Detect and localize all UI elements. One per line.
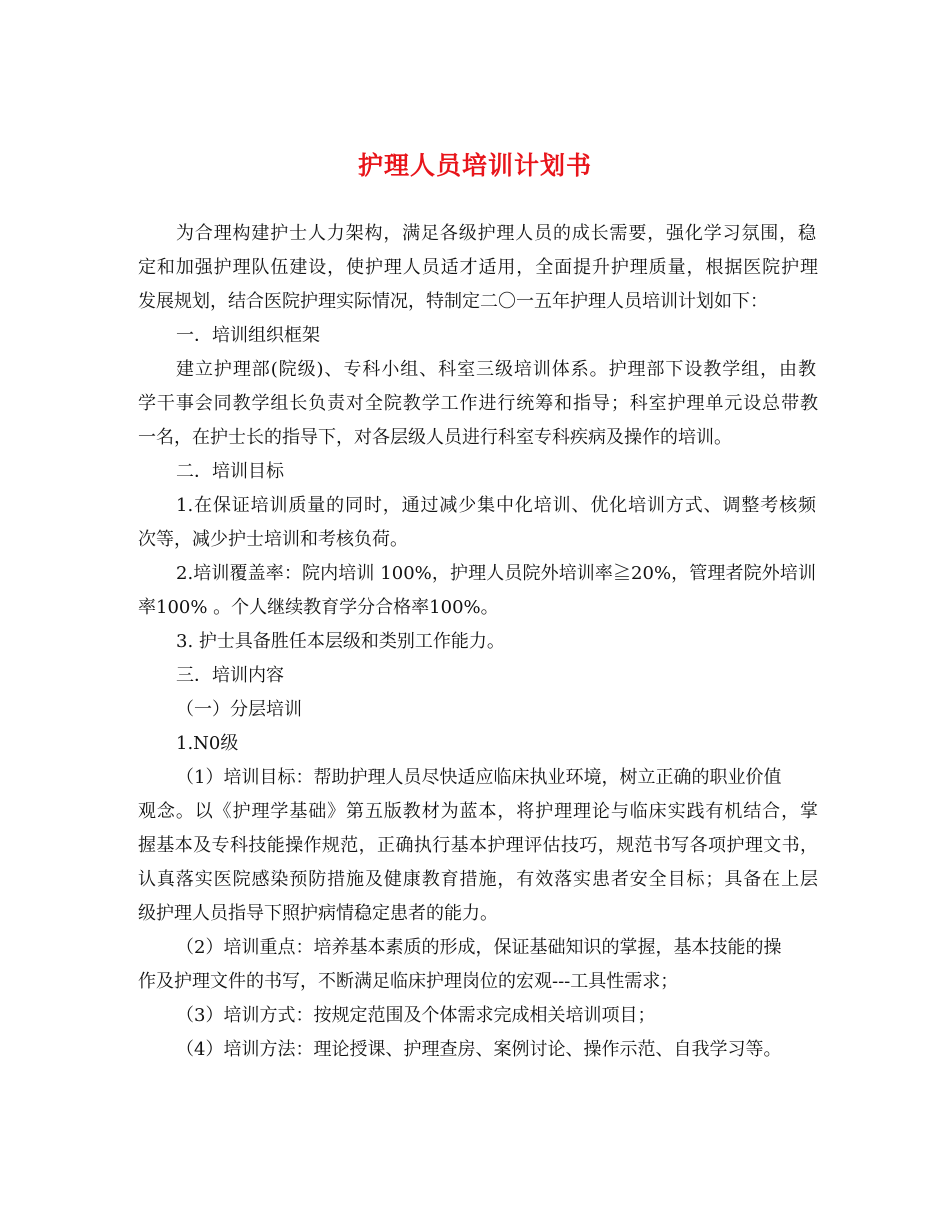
- paragraph-line: 作及护理文件的书写，不断满足临床护理岗位的宏观---工具性需求；: [138, 971, 679, 992]
- paragraph-line: 次等，减少护士培训和考核负荷。: [138, 529, 408, 550]
- paragraph-line: （2）培训重点：培养基本素质的形成，保证基础知识的掌握，基本技能的操: [176, 937, 782, 958]
- paragraph-line: 观念。以《护理学基础》第五版教材为蓝本，将护理理论与临床实践有机结合，掌: [138, 801, 818, 822]
- subsection-heading: 1.N0级: [176, 733, 239, 754]
- section-heading: 一．培训组织框架: [176, 325, 320, 346]
- paragraph-line: 定和加强护理队伍建设，使护理人员适才适用，全面提升护理质量，根据医院护理: [138, 257, 818, 278]
- section-heading: 二．培训目标: [176, 461, 284, 482]
- subsection-heading: （一）分层培训: [176, 699, 302, 720]
- paragraph-line: 一名，在护士长的指导下，对各层级人员进行科室专科疾病及操作的培训。: [138, 427, 732, 448]
- paragraph-line: 级护理人员指导下照护病情稳定患者的能力。: [138, 903, 498, 924]
- paragraph-line: 学干事会同教学组长负责对全院教学工作进行统筹和指导；科室护理单元设总带教: [138, 393, 818, 414]
- document-title: 护理人员培训计划书: [357, 151, 592, 180]
- paragraph-line: 建立护理部(院级)、专科小组、科室三级培训体系。护理部下设教学组，由教: [176, 359, 816, 380]
- paragraph-line: 认真落实医院感染预防措施及健康教育措施，有效落实患者安全目标；具备在上层: [138, 869, 818, 890]
- paragraph-line: （4）培训方法：理论授课、护理查房、案例讨论、操作示范、自我学习等。: [176, 1039, 782, 1060]
- paragraph-line: 3. 护士具备胜任本层级和类别工作能力。: [176, 631, 505, 652]
- paragraph-line: 为合理构建护士人力架构，满足各级护理人员的成长需要，强化学习氛围，稳: [176, 223, 816, 244]
- paragraph-line: 1.在保证培训质量的同时，通过减少集中化培训、优化培训方式、调整考核频: [176, 495, 816, 516]
- paragraph-line: （3）培训方式：按规定范围及个体需求完成相关培训项目；: [176, 1005, 656, 1026]
- paragraph-line: 握基本及专科技能操作规范，正确执行基本护理评估技巧，规范书写各项护理文书，: [138, 835, 818, 856]
- paragraph-line: （1）培训目标：帮助护理人员尽快适应临床执业环境，树立正确的职业价值: [176, 767, 782, 788]
- paragraph-line: 率100% 。个人继续教育学分合格率100%。: [138, 597, 499, 618]
- paragraph-line: 2.培训覆盖率：院内培训 100%，护理人员院外培训率≧20%，管理者院外培训: [176, 563, 816, 584]
- paragraph-line: 发展规划，结合医院护理实际情况，特制定二〇一五年护理人员培训计划如下：: [138, 291, 768, 312]
- section-heading: 三．培训内容: [176, 665, 284, 686]
